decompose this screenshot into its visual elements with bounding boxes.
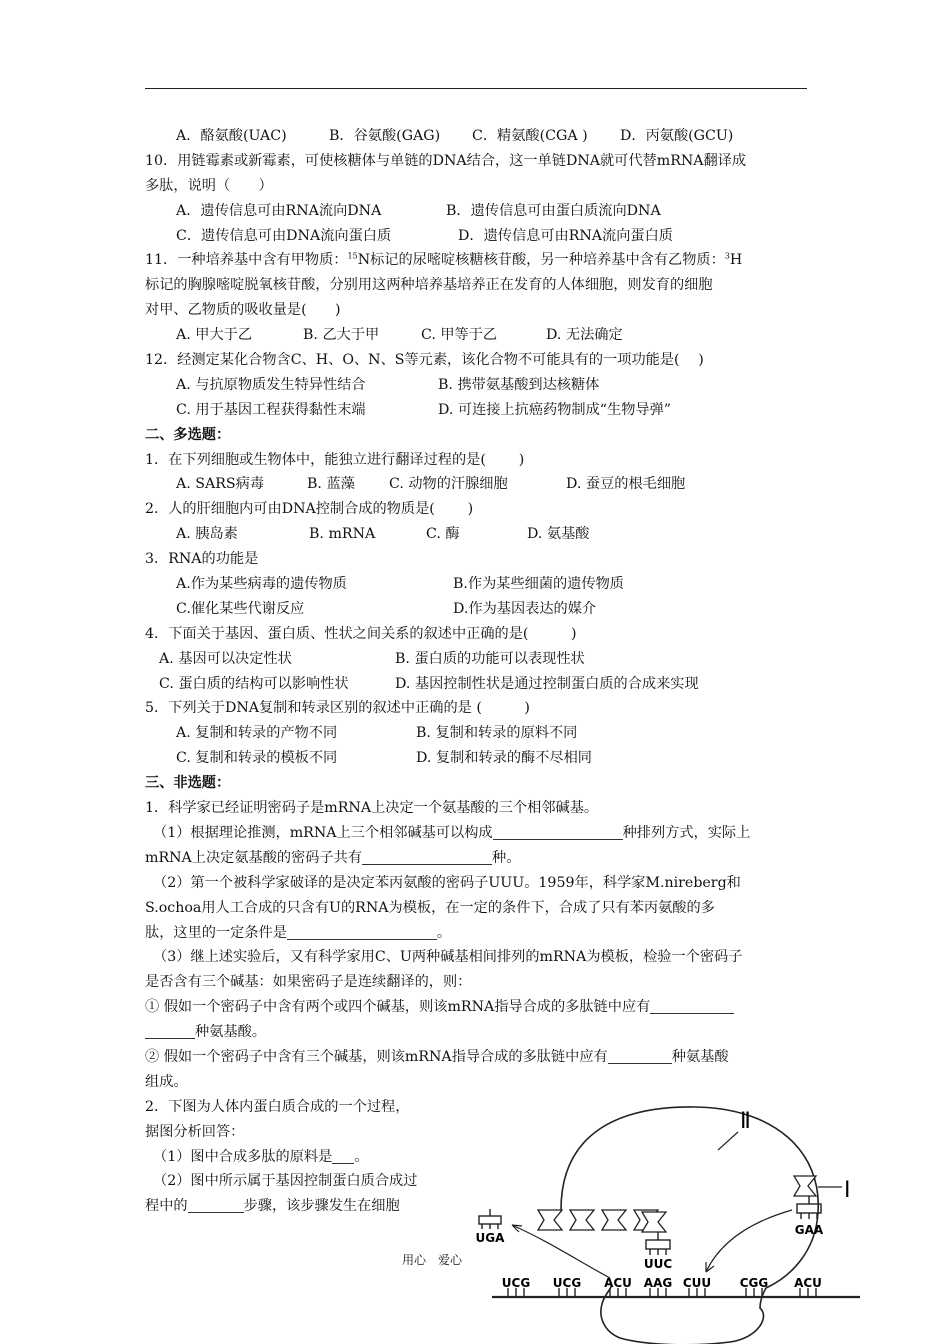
q11-stem-2: 标记的胸腺嘧啶脱氧核苷酸，分别用这两种培养基培养正在发育的人体细胞，则发育的细胞 [145,277,713,294]
m2-option-b: B. mRNA [309,526,376,543]
m2-option-a: A. 胰岛素 [176,526,238,543]
codon-label: ACU [604,1276,632,1290]
m4-option-b: B. 蛋白质的功能可以表现性状 [395,650,585,667]
q12-option-c: C. 用于基因工程获得黏性末端 [176,401,366,418]
q9-option-d: D．丙氨酸(GCU) [620,128,734,144]
q10-option-d: D．遗传信息可由RNA流向蛋白质 [458,227,673,244]
answer-blank[interactable] [332,1149,354,1164]
codon-label: UCG [552,1276,582,1290]
n1-part3-line2: 是否含有三个碱基：如果密码子是连续翻译的，则： [145,974,472,991]
q9-option-a: A．酪氨酸(UAC) [176,128,287,144]
q10-stem-2: 多肽，说明（ ） [145,177,273,194]
n2-q2-line2: 程中的 步骤，该步骤发生在细胞 [145,1198,400,1215]
m3-stem: 3．RNA的功能是 [145,551,259,568]
codon-label: AAG [643,1276,673,1290]
n1-part2-line3: 肽，这里的一定条件是 。 [145,924,452,941]
m1-option-d: D. 蚕豆的根毛细胞 [566,476,686,493]
m4-stem: 4．下面关于基因、蛋白质、性状之间关系的叙述中正确的是( ) [145,625,577,642]
m4-option-d: D. 基因控制性状是通过控制蛋白质的合成来实现 [395,675,699,692]
q9-option-c: C．精氨酸(CGA ) [472,128,588,144]
n1-part2-line1: （2）第一个被科学家破译的是决定苯丙氨酸的密码子UUU。1959年，科学家M.nireberg和 [153,874,741,891]
answer-blank[interactable] [493,825,623,840]
q9-options [145,124,810,149]
n1-part3-item2: ② 假如一个密码子中含有三个碱基，则该mRNA指导合成的多肽链中应有 种氨基酸 [145,1048,729,1065]
q11-stem-1: 11．一种培养基中含有甲物质：$^{15}$N标记的尿嘧啶核糖核苷酸，另一种培养基中含有乙物质：$^3$H [145,251,743,269]
m2-option-d: D. 氨基酸 [527,526,590,543]
trna-middle [646,1232,670,1255]
answer-blank[interactable] [188,1198,244,1213]
m1-option-b: B. 蓝藻 [307,476,355,493]
document-body [145,124,810,1219]
q9-option-b: B．谷氨酸(GAG) [329,128,441,144]
codon-label: CUU [682,1276,712,1290]
n2-q2-line1: （2）图中所示属于基因控制蛋白质合成过 [153,1173,418,1190]
trna-left [479,1209,501,1229]
m3-option-d: D.作为基因表达的媒介 [453,600,597,617]
q10-option-c: C．遗传信息可由DNA流向蛋白质 [176,227,392,244]
q11-option-b: B. 乙大于甲 [303,327,380,344]
answer-blank[interactable] [650,999,734,1014]
q10-stem-1: 10．用链霉素或新霉素，可使核糖体与单链的DNA结合，这一单链DNA就可代替mRNA翻译成 [145,152,747,169]
q11-option-a: A. 甲大于乙 [176,327,253,344]
m5-stem: 5．下列关于DNA复制和转录区别的叙述中正确的是 ( ) [145,700,530,717]
n2-stem-2: 据图分析回答： [145,1123,245,1140]
n1-part1-line1: （1）根据理论推测，mRNA上三个相邻碱基可以构成 种排列方式，实际上 [153,824,751,841]
q12-option-b: B. 携带氨基酸到达核糖体 [438,376,600,393]
q12-option-a: A. 与抗原物质发生特异性结合 [176,376,366,393]
answer-blank[interactable] [145,1024,195,1039]
section-multiple-choice: 二、多选题： [145,426,231,443]
n1-part2-line2: S.ochoa用人工合成的只含有U的RNA为模板，在一定的条件下，合成了只有苯丙氨酸的多 [145,899,715,916]
m3-option-a: A.作为某些病毒的遗传物质 [176,576,347,593]
n1-part3-item2-cont: 组成。 [145,1073,188,1090]
n1-part3-line1: （3）继上述实验后，又有科学家用C、U两种碱基相间排列的mRNA为模板，检验一个密码子 [153,949,743,966]
m1-stem: 1．在下列细胞或生物体中，能独立进行翻译过程的是( ) [145,451,525,468]
header-rule [145,88,807,89]
section-non-choice: 三、非选题： [145,775,231,792]
trna-middle-anticodon: UUC [643,1257,673,1271]
n1-part3-item1: ① 假如一个密码子中含有两个或四个碱基，则该mRNA指导合成的多肽链中应有 [145,995,810,1020]
translation-diagram [470,1092,880,1344]
m3-option-b: B.作为某些细菌的遗传物质 [453,576,624,593]
q10-option-b: B．遗传信息可由蛋白质流向DNA [446,202,661,219]
q11-option-d: D. 无法确定 [546,327,623,344]
trna-right-anticodon: GAA [794,1223,824,1237]
m4-option-c: C. 蛋白质的结构可以影响性状 [159,675,349,692]
q12-option-d: D. 可连接上抗癌药物制成“生物导弹” [438,401,672,418]
trna-left-anticodon: UGA [475,1231,505,1245]
m5-option-a: A. 复制和转录的产物不同 [176,725,338,742]
n2-q1: （1）图中合成多肽的原料是 。 [153,1148,369,1165]
answer-blank[interactable] [362,850,492,865]
q12-stem: 12．经测定某化合物含C、H、O、N、S等元素，该化合物不可能具有的一项功能是( ) [145,352,704,369]
codon-label: UCG [501,1276,531,1290]
n1-part3-item1-cont: 种氨基酸。 [145,1020,810,1045]
m5-option-c: C. 复制和转录的模板不同 [176,750,338,767]
m5-option-b: B. 复制和转录的原料不同 [416,725,578,742]
label-I: Ⅰ [844,1178,851,1203]
polypeptide-chain [538,1210,658,1230]
m5-option-d: D. 复制和转录的酶不尽相同 [416,750,592,767]
m1-option-c: C. 动物的汗腺细胞 [389,476,508,493]
m2-stem: 2．人的肝细胞内可由DNA控制合成的物质是( ) [145,501,474,518]
m1-option-a: A. SARS病毒 [176,476,265,493]
codon-label: CGG [739,1276,769,1290]
answer-blank[interactable] [608,1049,672,1064]
page-footer: 用心 爱心 [402,1253,463,1267]
q10-option-a: A．遗传信息可由RNA流向DNA [176,202,382,219]
m4-option-a: A. 基因可以决定性状 [159,650,292,667]
n1-part1-line2: mRNA上决定氨基酸的密码子共有 种。 [145,849,521,866]
q11-option-c: C. 甲等于乙 [421,327,498,344]
ribosome-outline [561,1107,818,1344]
m3-option-c: C.催化某些代谢反应 [176,600,305,617]
m2-option-c: C. 酶 [426,526,460,543]
answer-blank[interactable] [287,925,437,940]
n2-stem-1: 2．下图为人体内蛋白质合成的一个过程， [145,1098,410,1115]
q11-stem-3: 对甲、乙物质的吸收量是( ) [145,302,341,319]
n1-stem: 1．科学家已经证明密码子是mRNA上决定一个氨基酸的三个相邻碱基。 [145,800,599,817]
label-II: Ⅱ [740,1109,751,1134]
codon-label: ACU [794,1276,822,1290]
amino-acid-shape [794,1176,816,1196]
